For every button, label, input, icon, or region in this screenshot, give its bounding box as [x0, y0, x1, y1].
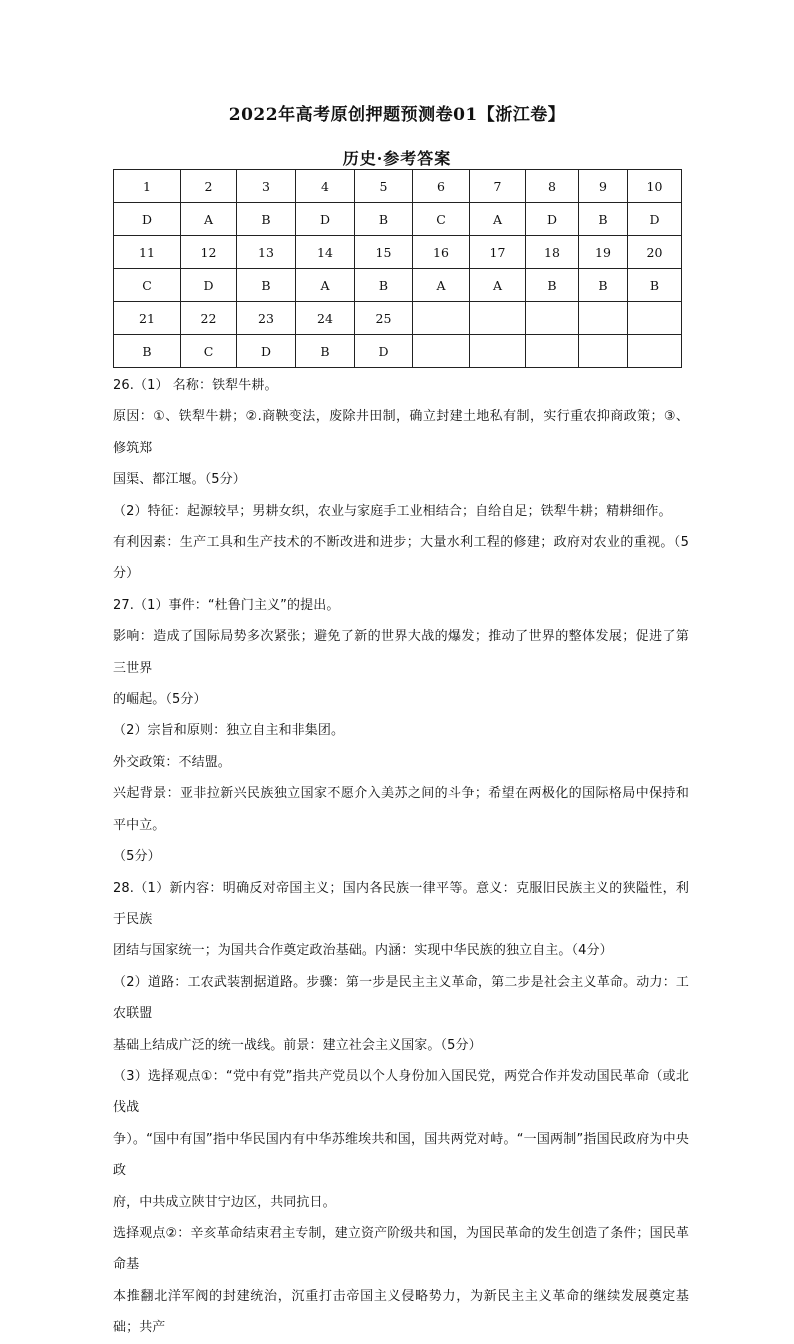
text-line: 28.（1）新内容：明确反对帝国主义；国内各民族一律平等。意义：克服旧民族主义的狭隘性，利于民族: [113, 880, 689, 927]
text-line: 有利因素：生产工具和生产技术的不断改进和进步；大量水利工程的修建；政府对农业的重视。（5分）: [113, 535, 689, 582]
table-cell: 20: [628, 236, 682, 269]
text-line: 原因：①、铁犁牛耕；②.商鞅变法，废除井田制，确立封建土地私有制，实行重农抑商政策；③、修筑郑: [113, 409, 689, 456]
table-cell: [579, 335, 628, 368]
table-cell: B: [355, 269, 413, 302]
table-cell: B: [296, 335, 355, 368]
question-number-row: [114, 302, 682, 335]
table-cell: [470, 302, 526, 335]
text-line: 26.（1） 名称：铁犁牛耕。: [113, 378, 278, 393]
table-cell: B: [526, 269, 579, 302]
table-cell: [628, 302, 682, 335]
question-number-row: [114, 236, 682, 269]
table-cell: 8: [526, 170, 579, 203]
text-line: 外交政策：不结盟。: [113, 754, 231, 770]
table-cell: B: [237, 203, 296, 236]
text-line: 的崛起。（5分）: [113, 692, 207, 708]
text-line: 兴起背景：亚非拉新兴民族独立国家不愿介入美苏之间的斗争；希望在两极化的国际格局中保持和平中立。: [113, 786, 689, 833]
table-cell: 12: [181, 236, 237, 269]
table-cell: D: [181, 269, 237, 302]
table-cell: B: [114, 335, 181, 368]
text-line: （2）特征：起源较早；男耕女织，农业与家庭手工业相结合；自给自足；铁犁牛耕；精耕细作。: [113, 503, 672, 519]
table-cell: B: [579, 269, 628, 302]
table-cell: 6: [413, 170, 470, 203]
table-cell: 15: [355, 236, 413, 269]
table-cell: [526, 335, 579, 368]
table-cell: A: [296, 269, 355, 302]
table-cell: 10: [628, 170, 682, 203]
text-line: （2）道路：工农武装割据道路。步骤：第一步是民主主义革命，第二步是社会主义革命。动力：工农联盟: [113, 974, 689, 1022]
table-cell: A: [470, 203, 526, 236]
table-cell: 2: [181, 170, 237, 203]
text-line: 基础上结成广泛的统一战线。前景：建立社会主义国家。（5分）: [113, 1037, 482, 1053]
table-cell: D: [526, 203, 579, 236]
question-number-row: [114, 170, 682, 203]
table-cell: B: [355, 203, 413, 236]
table-cell: C: [181, 335, 237, 368]
table-cell: 24: [296, 302, 355, 335]
table-cell: 18: [526, 236, 579, 269]
table-cell: 14: [296, 236, 355, 269]
text-line: 国渠、都江堰。（5分）: [113, 472, 246, 488]
table-cell: 16: [413, 236, 470, 269]
text-line: （5分）: [113, 849, 161, 865]
table-cell: 1: [114, 170, 181, 203]
text-line: 府，中共成立陕甘宁边区，共同抗日。: [113, 1194, 336, 1210]
answer-row: [114, 269, 682, 302]
table-cell: 23: [237, 302, 296, 335]
answer-table: [113, 169, 682, 368]
table-cell: D: [237, 335, 296, 368]
table-cell: A: [181, 203, 237, 236]
table-cell: C: [114, 269, 181, 302]
table-cell: 17: [470, 236, 526, 269]
text-line: （3）选择观点①：“党中有党”指共产党员以个人身份加入国民党，两党合作并发动国民革命（或北伐战: [113, 1068, 689, 1116]
text-line: 27.（1）事件：“杜鲁门主义”的提出。: [113, 597, 340, 613]
table-cell: B: [628, 269, 682, 302]
table-cell: 19: [579, 236, 628, 269]
table-cell: [579, 302, 628, 335]
text-line: 选择观点②：辛亥革命结束君主专制，建立资产阶级共和国，为国民革命的发生创造了条件；国民革命基: [113, 1225, 689, 1273]
page-title: 2022年高考原创押题预测卷01【浙江卷】: [228, 105, 566, 125]
table-cell: [526, 302, 579, 335]
table-cell: 25: [355, 302, 413, 335]
table-cell: D: [628, 203, 682, 236]
answer-row: [114, 203, 682, 236]
table-cell: 22: [181, 302, 237, 335]
table-cell: C: [413, 203, 470, 236]
table-cell: D: [114, 203, 181, 236]
text-line: 争）。“国中有国”指中华民国内有中华苏维埃共和国，国共两党对峙。“一国两制”指国民政府为中央政: [113, 1131, 689, 1179]
table-cell: 21: [114, 302, 181, 335]
table-cell: D: [296, 203, 355, 236]
table-cell: B: [237, 269, 296, 302]
text-line: 团结与国家统一；为国共合作奠定政治基础。内涵：实现中华民族的独立自主。（4分）: [113, 943, 613, 959]
table-cell: 4: [296, 170, 355, 203]
table-cell: [413, 335, 470, 368]
table-cell: [470, 335, 526, 368]
table-cell: A: [413, 269, 470, 302]
text-line: 本推翻北洋军阀的封建统治，沉重打击帝国主义侵略势力，为新民主主义革命的继续发展奠定基础；共产: [113, 1288, 689, 1336]
table-cell: [413, 302, 470, 335]
table-cell: 11: [114, 236, 181, 269]
table-cell: [628, 335, 682, 368]
table-cell: 3: [237, 170, 296, 203]
table-cell: D: [355, 335, 413, 368]
table-cell: 7: [470, 170, 526, 203]
table-cell: 13: [237, 236, 296, 269]
answer-row: [114, 335, 682, 368]
text-line: （2）宗旨和原则：独立自主和非集团。: [113, 723, 345, 739]
page-subtitle: 历史·参考答案: [342, 149, 452, 168]
table-cell: B: [579, 203, 628, 236]
table-cell: 9: [579, 170, 628, 203]
answer-explanations: [113, 370, 689, 1344]
table-cell: 5: [355, 170, 413, 203]
table-cell: A: [470, 269, 526, 302]
text-line: 影响：造成了国际局势多次紧张；避免了新的世界大战的爆发；推动了世界的整体发展；促进了第三世界: [113, 629, 689, 676]
